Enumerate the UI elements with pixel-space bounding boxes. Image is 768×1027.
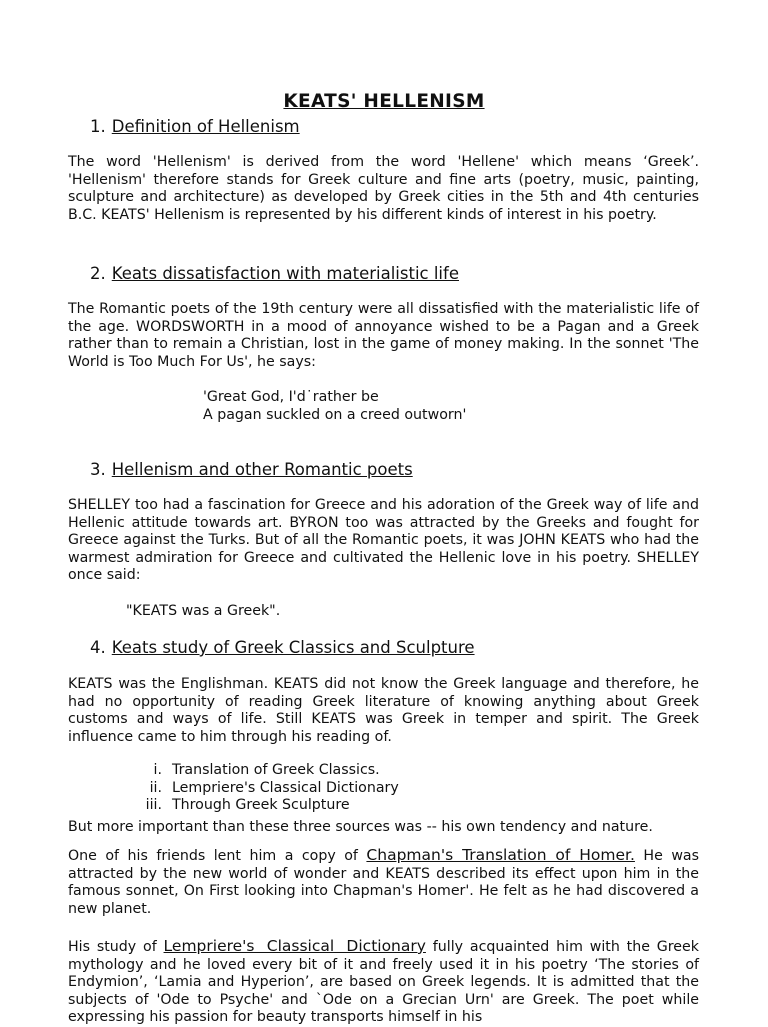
- list-item: [132, 797, 399, 815]
- list-text: Through Greek Sculpture: [172, 797, 350, 814]
- list-item: [132, 762, 399, 780]
- list-text: Translation of Greek Classics.: [172, 762, 380, 778]
- shelley-quote: "KEATS was a Greek".: [126, 603, 281, 619]
- text-run: fully acquainted him with the Greek mythology and he loved every bit of it and freely used it in his poetry ‘The stories of Endymion’, ‘Lamia and Hyperion’, are based on Greek legends. It is admitted that the subjects of 'Ode to Psyche' and `Ode on a Grecian Urn' are Greek. The poet while expressing his passion for beauty transports himself in his: [68, 939, 699, 1026]
- list-text: Lempriere's Classical Dictionary: [172, 779, 399, 796]
- text-run: His study of: [68, 939, 164, 955]
- section-title: Keats dissatisfaction with materialistic life: [111, 264, 459, 283]
- section-2-heading: [90, 264, 459, 284]
- section-number: 4.: [90, 638, 106, 657]
- section-3-paragraph: SHELLEY too had a fascination for Greece and his adoration of the Greek way of life and Hellenic attitude towards art. BYRON too was attracted by the Greeks and fought for Greece against the Turks. But of all the Romantic poets, it was JOHN KEATS who had the warmest admiration for Greece and cultivated the Hellenic love in his poetry. SHELLEY once said:: [68, 497, 699, 584]
- section-1-heading: [90, 117, 300, 137]
- list-item: [132, 780, 399, 798]
- section-number: 2.: [90, 264, 106, 283]
- wordsworth-quote: [203, 389, 466, 424]
- list-numeral: iii.: [145, 797, 162, 814]
- section-title: Hellenism and other Romantic poets: [111, 460, 413, 479]
- section-title: Keats study of Greek Classics and Sculpture: [111, 638, 475, 657]
- quote-line: A pagan suckled on a creed outworn': [203, 406, 467, 423]
- list-numeral: i.: [153, 762, 162, 778]
- sources-list: [132, 762, 399, 815]
- text-run: One of his friends lent him a copy of: [68, 848, 367, 864]
- lempriere-paragraph: [68, 938, 699, 1027]
- quote-line: 'Great God, I'd˙rather be: [203, 389, 379, 405]
- section-1-paragraph: The word 'Hellenism' is derived from the word 'Hellene' which means ‘Greek’. 'Hellenism' therefore stands for Greek culture and fine arts (poetry, music, painting, sculpture and architecture) as developed by Greek cities in the 5th and 4th centuries B.C. KEATS' Hellenism is represented by his different kinds of interest in his poetry.: [68, 154, 699, 223]
- section-4-heading: [90, 638, 475, 658]
- chapman-paragraph: [68, 847, 699, 918]
- text-run: He was attracted by the new world of wonder and KEATS described its effect upon him in the famous sonnet, On First looking into Chapman's Homer'. He felt as he had discovered a new planet.: [68, 848, 700, 917]
- section-number: 1.: [90, 117, 106, 136]
- section-2-paragraph: The Romantic poets of the 19th century were all dissatisfied with the materialistic life of the age. WORDSWORTH in a mood of annoyance wished to be a Pagan and a Greek rather than to remain a Christian, lost in the game of money making. In the sonnet 'The World is Too Much For Us', he says:: [68, 301, 699, 370]
- section-3-heading: [90, 460, 413, 480]
- list-numeral: ii.: [149, 779, 162, 796]
- after-list-sentence: But more important than these three sources was -- his own tendency and nature.: [68, 819, 653, 835]
- lempriere-title: Lempriere's Classical Dictionary: [163, 937, 426, 955]
- chapman-title: Chapman's Translation of Homer.: [366, 846, 635, 864]
- document-title: KEATS' HELLENISM: [283, 91, 485, 112]
- section-4-paragraph: KEATS was the Englishman. KEATS did not know the Greek language and therefore, he had no opportunity of reading Greek literature of knowing anything about Greek customs and ways of life. Still KEATS was Greek in temper and spirit. The Greek influence came to him through his reading of.: [68, 676, 699, 745]
- section-title: Definition of Hellenism: [111, 117, 300, 136]
- section-number: 3.: [90, 460, 106, 479]
